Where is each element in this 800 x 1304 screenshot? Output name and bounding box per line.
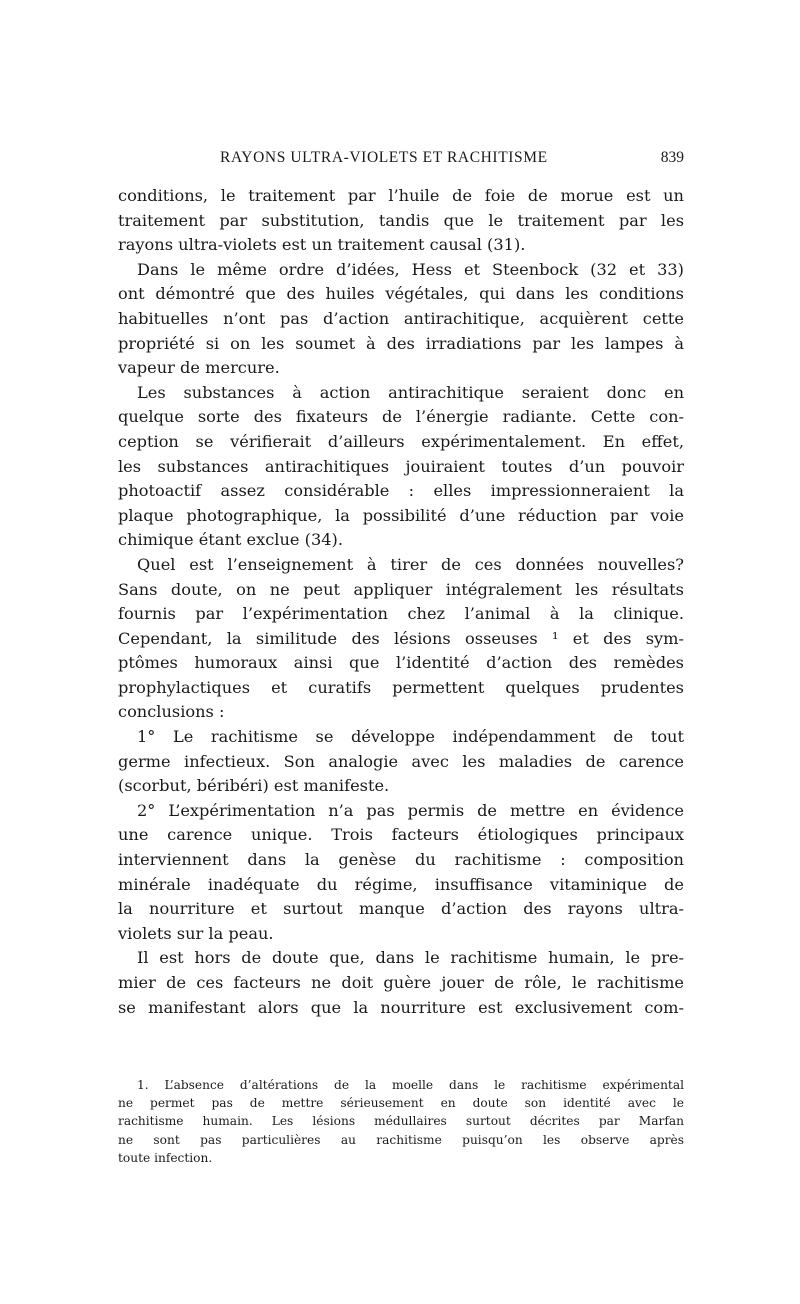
paragraph-4 [118, 553, 684, 725]
paragraph-6 [118, 799, 684, 947]
text-line: quelque sorte des fixateurs de l’énergie radiante. Cette con- [118, 407, 684, 427]
text-line: 2° L’expérimentation n’a pas permis de mettre en évidence [137, 800, 684, 820]
text-line: vapeur de mercure. [118, 358, 280, 378]
footnote-line: toute infection. [118, 1150, 213, 1165]
text-line: les substances antirachitiques jouiraient toutes d’un pouvoir [118, 456, 684, 476]
page-header [118, 149, 684, 171]
paragraph-3 [118, 381, 684, 553]
page-number: 839 [660, 149, 684, 166]
text-line: fournis par l’expérimentation chez l’animal à la clinique. [118, 604, 684, 624]
text-line: Quel est l’enseignement à tirer de ces données nouvelles? [137, 554, 684, 574]
text-line: traitement par substitution, tandis que le traitement par les [118, 210, 684, 230]
text-line: conclusions : [118, 702, 225, 722]
paragraph-1 [118, 184, 684, 258]
text-line: ont démontré que des huiles végétales, qui dans les conditions [118, 284, 684, 304]
footnote-line: 1. L’absence d’altérations de la moelle dans le rachitisme expérimental [137, 1078, 684, 1092]
text-line: plaque photographique, la possibilité d’une réduction par voie [118, 505, 684, 525]
text-line: Dans le même ordre d’idées, Hess et Steenbock (32 et 33) [137, 259, 684, 279]
text-line: minérale inadéquate du régime, insuffisance vitaminique de [118, 874, 684, 894]
text-line: prophylactiques et curatifs permettent quelques prudentes [118, 677, 684, 697]
footnote [118, 1076, 684, 1167]
text-line: Il est hors de doute que, dans le rachitisme humain, le pre- [137, 948, 684, 968]
text-line: conditions, le traitement par l’huile de foie de morue est un [118, 186, 684, 205]
text-line: habituelles n’ont pas d’action antirachitique, acquièrent cette [118, 308, 684, 328]
running-title: RAYONS ULTRA-VIOLETS ET RACHITISME [220, 149, 548, 166]
text-line: chimique étant exclue (34). [118, 530, 343, 550]
text-line: Sans doute, on ne peut appliquer intégralement les résultats [118, 579, 684, 599]
text-line: ptômes humoraux ainsi que l’identité d’action des remèdes [118, 653, 684, 673]
footnote-line: ne sont pas particulières au rachitisme puisqu’on les observe après [118, 1132, 684, 1147]
text-line: photoactif assez considérable : elles impressionneraient la [118, 481, 684, 501]
text-line: rayons ultra-violets est un traitement causal (31). [118, 235, 526, 255]
text-line: se manifestant alors que la nourriture est exclusivement com- [118, 997, 684, 1017]
text-line: interviennent dans la genèse du rachitisme : composition [118, 850, 684, 870]
paragraph-7 [118, 946, 684, 1020]
text-line: violets sur la peau. [118, 923, 274, 943]
text-line: germe infectieux. Son analogie avec les maladies de carence [118, 751, 684, 771]
paragraph-2 [118, 258, 684, 381]
text-line: mier de ces facteurs ne doit guère jouer de rôle, le rachitisme [118, 973, 684, 992]
text-line: Cependant, la similitude des lésions osseuses ¹ et des sym- [118, 628, 684, 648]
paragraph-5 [118, 725, 684, 799]
text-line: propriété si on les soumet à des irradiations par les lampes à [118, 333, 684, 353]
footnote-line: rachitisme humain. Les lésions médullaires surtout décrites par Marfan [118, 1114, 684, 1129]
body-text [118, 184, 684, 1020]
text-line: Les substances à action antirachitique seraient donc en [137, 382, 684, 402]
text-line: ception se vérifierait d’ailleurs expérimentalement. En effet, [118, 431, 684, 451]
text-line: (scorbut, béribéri) est manifeste. [118, 776, 390, 796]
text-line: la nourriture et surtout manque d’action des rayons ultra- [118, 899, 684, 919]
text-line: 1° Le rachitisme se développe indépendamment de tout [137, 727, 684, 747]
text-line: une carence unique. Trois facteurs étiologiques principaux [118, 825, 684, 845]
footnote-line: ne permet pas de mettre sérieusement en doute son identité avec le [118, 1096, 684, 1111]
